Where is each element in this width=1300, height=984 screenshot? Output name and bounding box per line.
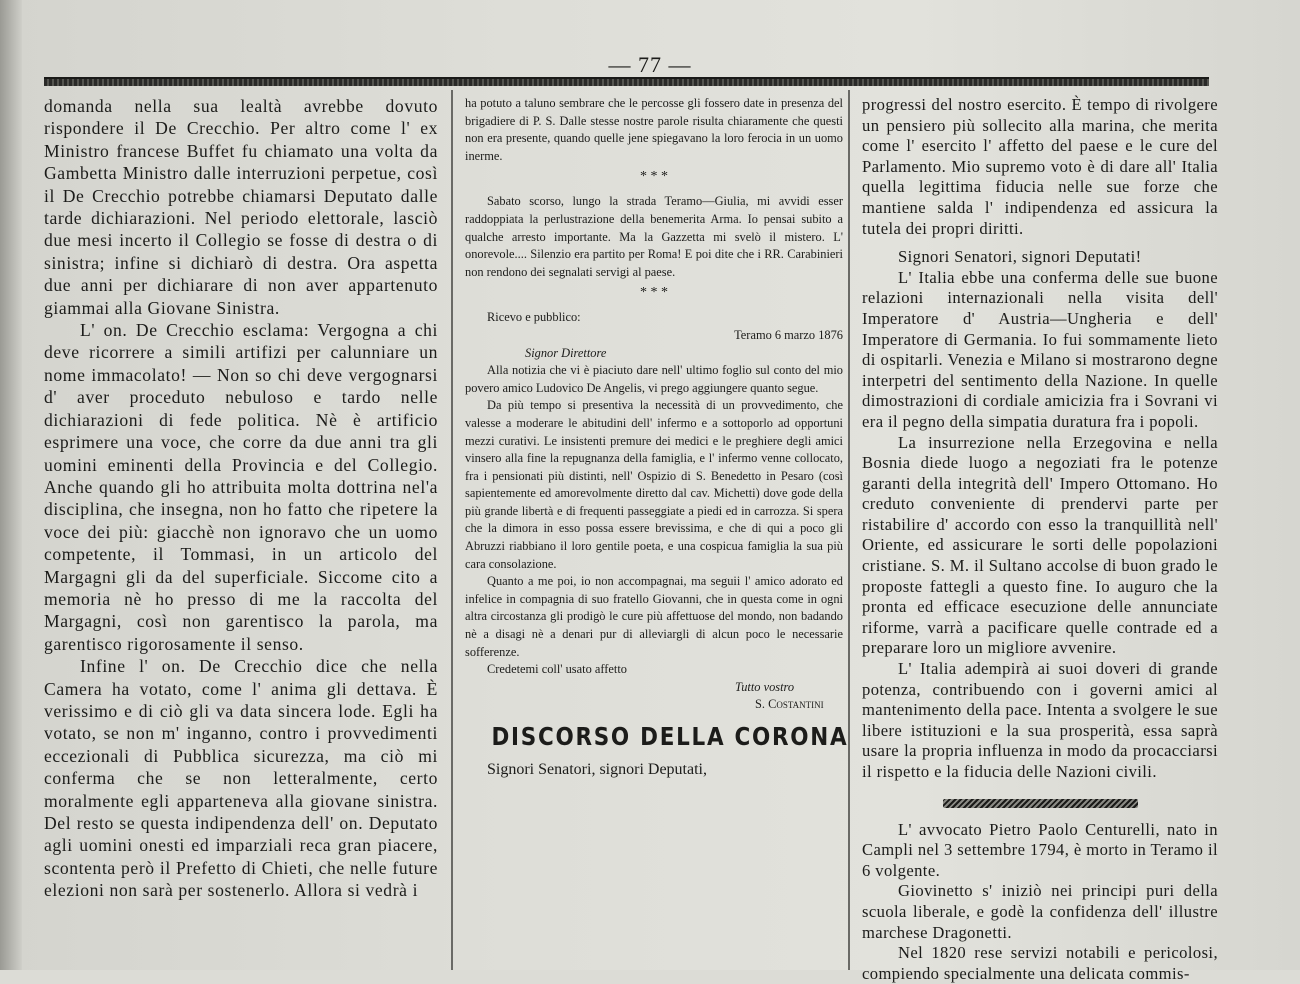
letter-closing: Credetemi coll' usato affetto <box>487 662 627 677</box>
obituary-paragraph-1: L' avvocato Pietro Paolo Centurelli, nato in Campli nel 3 settembre 1794, è morto in Teramo il 6 volgente. <box>862 819 1218 880</box>
obituary-paragraph-3: Nel 1820 rese servizi notabili e pericolosi, compiendo specialmente una delicata commis- <box>862 943 1218 983</box>
speech-opening: Signori Senatori, signori Deputati, <box>487 760 707 778</box>
header-rule <box>44 77 1209 86</box>
col1-paragraph-3: Infine l' on. De Crecchio dice che nella Camera ha votato, come l' anima gli dettava. È verissimo e di ciò gli va data sincera lode. Egli ha votato, se non m' inganno, contro i provvedimenti eccezionali di Pubblica sicurezza, ma ciò mi conferma che se non letteralmente, certo moralmente egli apparteneva alla giovane sinistra. Del resto se questa indipendenza dell' on. Deputato agli uomini onesti ed imparziali reca gran piacere, scontenta però il Prefetto di Chieti, che nelle future elezioni non sarà per sostenerlo. Allora si vedrà i <box>44 656 438 901</box>
letter-signoff: Tutto vostro <box>735 679 795 694</box>
asterism-separator: * * * <box>640 169 668 185</box>
ornamental-divider <box>943 799 1138 808</box>
letter-signature: S. Costantini <box>755 697 824 712</box>
letter-paragraph-3: Quanto a me poi, io non accompagnai, ma seguii l' amico adorato ed infelice in compagnia di suo fratello Giovanni, che in questa come in ogni altra circostanza gli prodigò le cure più affettuose del mondo, non badando nè a disagi nè a denari pur di alleviargli di alcun poco le necessarie sofferenze. <box>465 574 843 659</box>
letter-dateline: Teramo 6 marzo 1876 <box>734 327 843 342</box>
section-headline: DISCORSO DELLA CORONA <box>491 722 849 751</box>
col1-paragraph-2: L' on. De Crecchio esclama: Vergogna a chi deve ricorrere a simili artifizi per calunniare un nome immacolato! — Non so chi deve vergognarsi d' aver proceduto nebuloso e tardo nelle dichiarazioni di fede politica. Nè è artificio esprimere una voce, che corre da due anni tra gli uomini eminenti della Provincia e del Collegio. Anche quando gli ho attribuita molta dottrina nel'a disciplina, che insegna, non ho fatto che ripetere la voce dei più: giacchè non ignoravo che un uomo competente, il Tommasi, in un articolo del Margagni gli da del superficiale. Siccome cito a memoria nè ho presso di me la raccolta del Margagni, così non garentisco la parola, ma garentisco rigorosamente il senso. <box>44 320 438 654</box>
col1-paragraph-1: domanda nella sua lealtà avrebbe dovuto rispondere il De Crecchio. Per altro come l' ex Ministro francese Buffet fu chiamato una volta da Gambetta Ministro dalle interruzioni perpetue, così il De Crecchio potrebbe chiamarsi Deputato dalle tarde dichiarazioni. Nel periodo elettorale, lasciò due mesi incerto il Collegio se fosse di destra o di sinistra; infine si dichiarò di destra. Ora aspetta due anni per dichiarare di non aver appartenuto giammai alla Giovane Sinistra. <box>44 96 438 318</box>
col3-paragraph-1: progressi del nostro esercito. È tempo di rivolgere un pensiero più sollecito alla marina, che merita come l' esercito l' affetto del paese e le cure del Parlamento. Mio supremo voto è di dare all' Italia quella legittima fiducia nelle sue forze che mantiene salda l' indipendenza ed assicura la tutela dei propri diritti. <box>862 95 1218 238</box>
asterism-separator: * * * <box>640 285 668 301</box>
page-number: — 77 — <box>608 52 692 77</box>
col3-paragraph-4: L' Italia adempirà ai suoi doveri di grande potenza, contribuendo con i governi amici al mantenimento della pace. Intenta a svolgere le sue libere istituzioni e la sua prosperità, essa saprà usare la propria influenza in modo da procacciarsi il rispetto e la fiducia delle Nazioni civili. <box>862 659 1218 781</box>
column-divider-1 <box>451 90 453 970</box>
article-column-1 <box>44 95 438 970</box>
article-column-2 <box>465 95 849 970</box>
letter-paragraph-1: Alla notizia che vi è piaciuto dare nell' ultimo foglio sul conto del mio povero amico Ludovico De Angelis, vi prego aggiungere quanto segue. <box>465 363 843 395</box>
col3-paragraph-3: La insurrezione nella Erzegovina e nella Bosnia diede luogo a negoziati fra le potenze garanti della integrità dell' Impero Ottomano. Ho creduto conveniente di prendervi parte per ristabilire d' accordo con esso la tranquillità nell' Oriente, ed assicurare le sorti delle popolazioni cristiane. S. M. il Sultano accolse di buon grado le proposte fattegli a questo fine. Io auguro che la pronta ed efficace esecuzione delle annunciate riforme, varrà a pacificare quelle contrade ed a preparare loro un migliore avvenire. <box>862 432 1218 658</box>
article-column-3 <box>862 95 1218 983</box>
column-divider-2 <box>848 90 850 970</box>
col2-paragraph-1: ha potuto a taluno sembrare che le percosse gli fossero date in presenza del brigadiere di P. S. Dalle stesse nostre parole risulta chiaramente che questi non era presente, quando quelle jene spiegavano la loro ferocia in un uomo inerme. <box>465 96 843 163</box>
letter-salutation: Signor Direttore <box>525 345 607 360</box>
speech-address: Signori Senatori, signori Deputati! <box>898 247 1142 267</box>
letter-paragraph-2: Da più tempo si presentiva la necessità di un provvedimento, che valesse a moderare le abitudini dell' infermo e a sottoporlo ad opportuni mezzi curativi. Le insistenti premure dei medici e le preghiere degli amici vinsero alla fine la repugnanza della famiglia, e l' infermo venne collocato, fra i pensionati più distinti, nell' Ospizio di S. Benedetto in Pesaro (così sapientemente ed amorevolmente diretto dal cav. Michetti) dove gode della più grande libertà e di frequenti passeggiate a piedi ed in carrozza. Si spera che la dimora in esso possa essere brevissima, e che di qui a poco gli Abruzzi riabbiano il loro gentile poeta, e una cospicua famiglia la sua più cara consolazione. <box>465 398 843 571</box>
col2-paragraph-2: Sabato scorso, lungo la strada Teramo—Giulia, mi avvidi esser raddoppiata la perlustrazione della benemerita Arma. Io pensai subito a qualche arresto importante. Ma la Gazzetta mi svelò il mistero. L' onorevole.... Silenzio era partito per Roma! E poi dite che i RR. Carabinieri non rendono dei segnalati servigi al paese. <box>465 194 843 279</box>
page-binding-edge <box>0 0 22 970</box>
col3-paragraph-2: L' Italia ebbe una conferma delle sue buone relazioni internazionali nella visita dell' Imperatore d' Austria—Ungheria e dell' Imperatore di Germania. Io fui sommamente lieto di ospitarli. Venezia e Milano si mostrarono degne interpetri del sentimento della Nazione. In quelle dimostrazioni di cordiale amicizia fra i Sovrani vi era il pegno della simpatia duratura fra i popoli. <box>862 267 1218 431</box>
obituary-paragraph-2: Giovinetto s' iniziò nei principi puri della scuola liberale, e godè la confidenza dell' illustre marchese Dragonetti. <box>862 881 1218 942</box>
letter-intro: Ricevo e pubblico: <box>487 310 581 325</box>
